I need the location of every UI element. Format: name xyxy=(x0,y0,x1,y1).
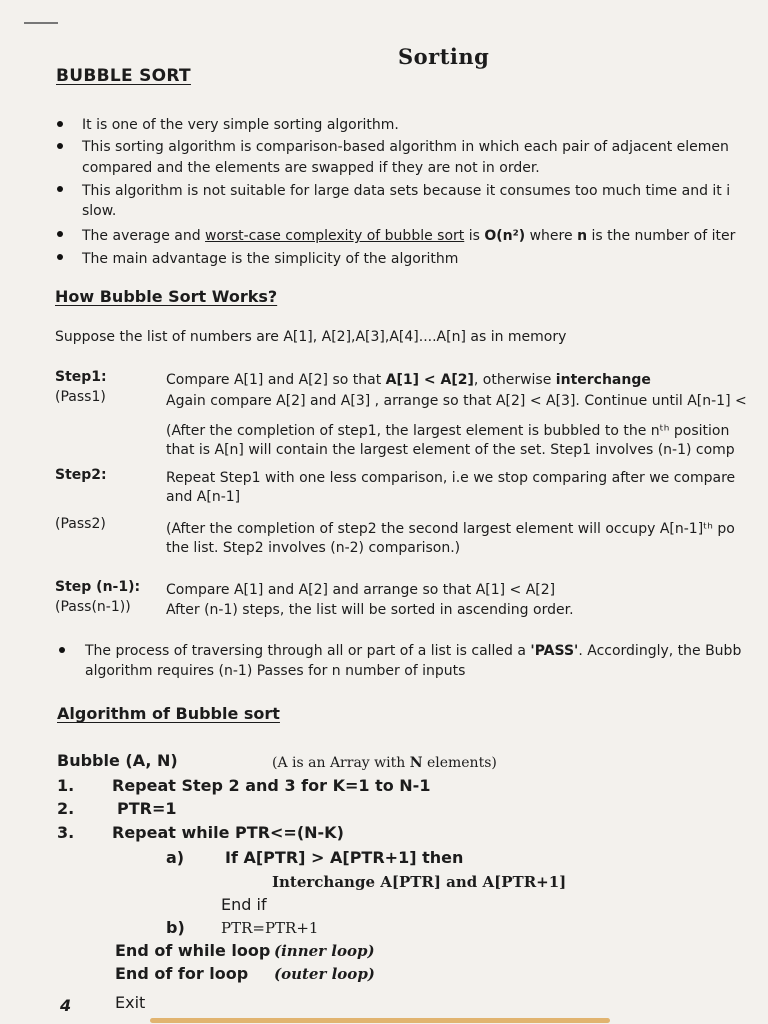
bullet-dot xyxy=(57,254,63,260)
algorithm-endwhile: End of while loop xyxy=(115,941,271,960)
step2-line-3: (After the completion of step2 the second largest element will occupy A[n-1]ᵗʰ po xyxy=(166,521,735,537)
pass2-label: (Pass2) xyxy=(55,516,106,532)
algorithm-line-b: PTR=PTR+1 xyxy=(221,919,319,937)
pass-note-text: . Accordingly, the Bubb xyxy=(578,643,742,659)
algorithm-signature: Bubble (A, N) xyxy=(57,751,178,770)
algorithm-interchange: Interchange A[PTR] and A[PTR+1] xyxy=(272,873,567,891)
algorithm-line-1: Repeat Step 2 and 3 for K=1 to N-1 xyxy=(112,776,431,795)
intro-text: Suppose the list of numbers are A[1], A[2],A[3],A[4]....A[n] as in memory xyxy=(55,329,567,345)
stepn-line-1: Compare A[1] and A[2] and arrange so that A[1] < A[2] xyxy=(166,582,556,598)
sub-label-a: a) xyxy=(166,848,185,867)
step1-line-4: that is A[n] will contain the largest element of the set. Step1 involves (n-1) comp xyxy=(166,442,735,458)
bullet-4-text: is the number of iter xyxy=(587,228,736,244)
line-number-1: 1. xyxy=(57,776,75,795)
bullet-dot xyxy=(57,121,63,127)
pass-note-text: The process of traversing through all or part of a list is called a xyxy=(85,643,531,659)
algorithm-line-a: If A[PTR] > A[PTR+1] then xyxy=(225,848,464,867)
stepn-line-2: After (n-1) steps, the list will be sorted in ascending order. xyxy=(166,602,574,618)
bullet-dot xyxy=(57,186,63,192)
section-heading-algorithm: Algorithm of Bubble sort xyxy=(57,704,280,723)
step2-label: Step2: xyxy=(55,467,107,483)
section-heading-how-it-works: How Bubble Sort Works? xyxy=(55,287,278,306)
bullet-2-line-1: This sorting algorithm is comparison-based algorithm in which each pair of adjacent elemen xyxy=(82,139,729,155)
complexity-link[interactable]: worst-case complexity of bubble sort xyxy=(205,228,465,244)
step1-line-3: (After the completion of step1, the largest element is bubbled to the nᵗʰ position xyxy=(166,423,730,439)
pen-mark xyxy=(24,22,58,24)
algorithm-line-3: Repeat while PTR<=(N-K) xyxy=(112,823,344,842)
sub-label-b: b) xyxy=(166,918,185,937)
line-number-4: 4 xyxy=(60,996,72,1015)
algorithm-endif: End if xyxy=(221,895,267,914)
line-number-3: 3. xyxy=(57,823,75,842)
note-text: elements) xyxy=(422,755,497,771)
step2-line-2: and A[n-1] xyxy=(166,489,241,505)
variable-n: n xyxy=(577,228,588,244)
complexity-value: O(n²) xyxy=(484,228,526,244)
bullet-dot xyxy=(57,231,63,237)
note-text: (A is an Array with xyxy=(272,755,410,771)
bullet-5: The main advantage is the simplicity of the algorithm xyxy=(82,251,459,267)
bullet-3-line-2: slow. xyxy=(82,203,117,219)
bullet-4-text: is xyxy=(464,228,485,244)
algorithm-endfor: End of for loop xyxy=(115,964,249,983)
step1-text: Compare A[1] and A[2] so that xyxy=(166,372,386,388)
step1-line-1 xyxy=(166,372,651,388)
bullet-4-text: The average and xyxy=(82,228,206,244)
pass-term: 'PASS' xyxy=(530,643,579,659)
step1-interchange: interchange xyxy=(555,372,651,388)
bullet-dot xyxy=(57,143,63,149)
pass-note-line-1 xyxy=(85,643,741,659)
stepn-label: Step (n-1): xyxy=(55,579,141,595)
bullet-4-text: where xyxy=(525,228,578,244)
section-heading-bubble-sort: BUBBLE SORT xyxy=(56,66,191,86)
bullet-3-line-1: This algorithm is not suitable for large data sets because it consumes too much time and it i xyxy=(82,183,731,199)
bullet-dot xyxy=(59,647,65,653)
note-n: N xyxy=(409,755,423,771)
algorithm-exit: Exit xyxy=(115,993,146,1012)
pass1-label: (Pass1) xyxy=(55,389,106,405)
page-edge-highlight xyxy=(150,1018,610,1023)
page-title: Sorting xyxy=(398,44,490,69)
bullet-4 xyxy=(82,227,735,246)
step1-line-2: Again compare A[2] and A[3] , arrange so that A[2] < A[3]. Continue until A[n-1] < xyxy=(166,393,747,409)
passn-label: (Pass(n-1)) xyxy=(55,599,131,615)
bullet-1: It is one of the very simple sorting algorithm. xyxy=(82,117,399,133)
pass-note-line-2: algorithm requires (n-1) Passes for n number of inputs xyxy=(85,663,466,679)
inner-loop-note: (inner loop) xyxy=(274,942,375,960)
step1-text: , otherwise xyxy=(473,372,556,388)
step2-line-1: Repeat Step1 with one less comparison, i.e we stop comparing after we compare xyxy=(166,470,736,486)
algorithm-signature-note xyxy=(272,755,497,771)
outer-loop-note: (outer loop) xyxy=(274,965,375,983)
step1-condition: A[1] < A[2] xyxy=(385,372,474,388)
line-number-2: 2. xyxy=(57,799,75,818)
bullet-2-line-2: compared and the elements are swapped if they are not in order. xyxy=(82,160,540,176)
step1-label: Step1: xyxy=(55,369,107,385)
step2-line-4: the list. Step2 involves (n-2) comparison.) xyxy=(166,540,461,556)
algorithm-line-2: PTR=1 xyxy=(117,799,177,818)
